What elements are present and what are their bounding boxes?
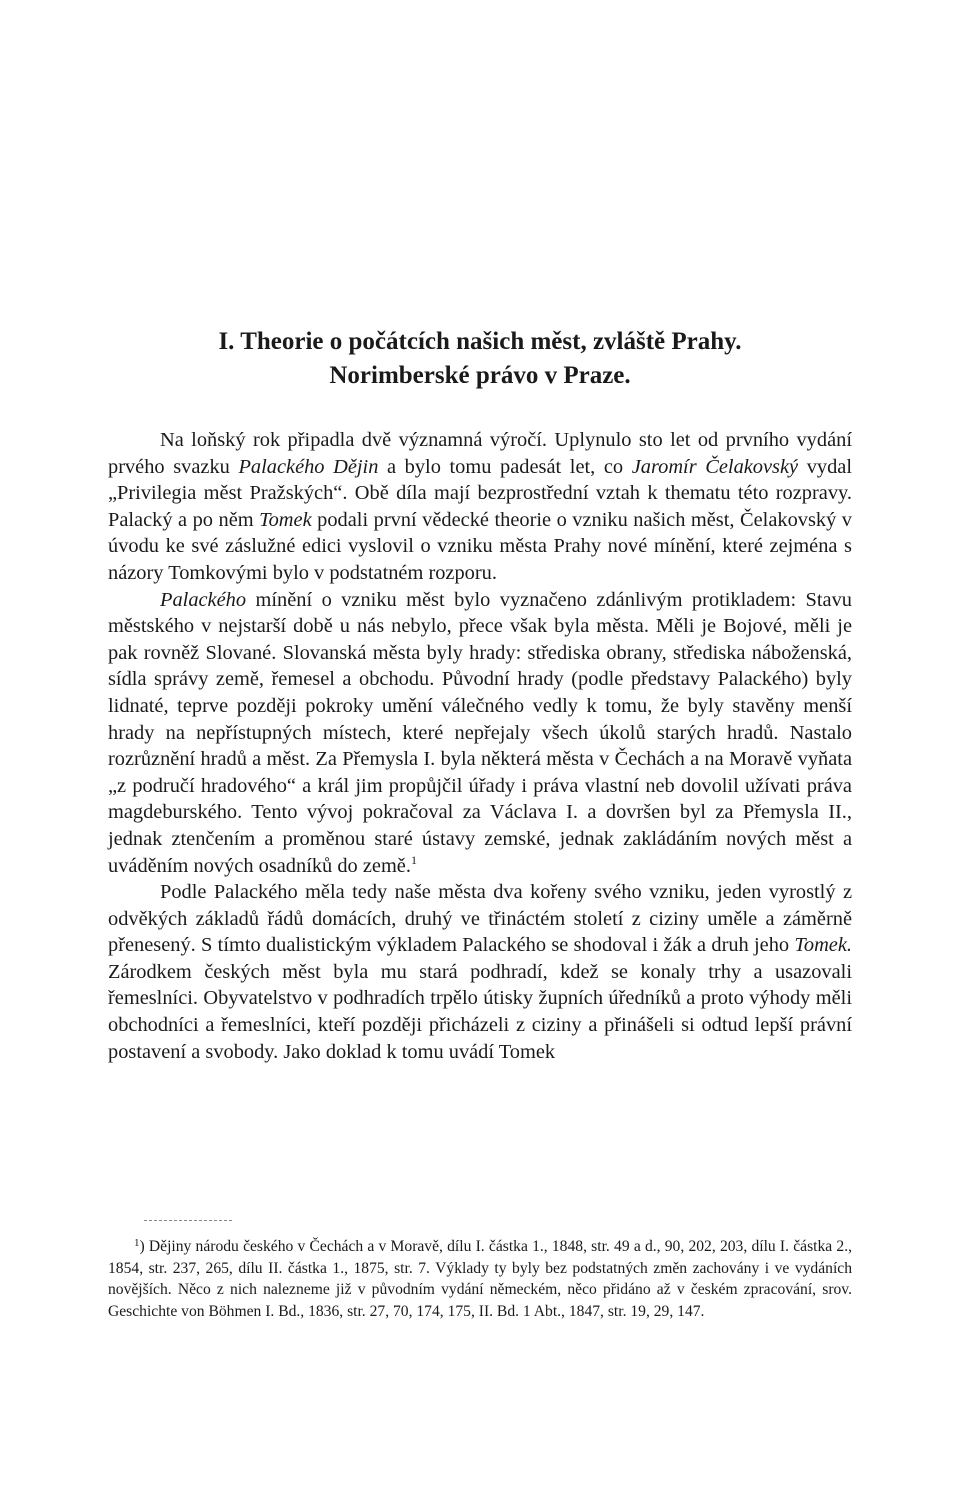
footnote-divider (144, 1220, 232, 1221)
chapter-title-line-2: Norimberské právo v Praze. (329, 362, 631, 389)
chapter-title-line-1: I. Theorie o počátcích našich měst, zvláště Prahy. (218, 328, 742, 355)
text-run: vydal „Privilegia měst Pražských“. Obě díla mají bezprostřední vztah k thematu této rozpravy. Palacký a po něm (108, 455, 852, 531)
chapter-heading (108, 325, 852, 393)
footnote-1 (108, 1236, 852, 1322)
text-run: Podle Palackého měla tedy naše města dva kořeny svého vzniku, jeden vyrostlý z odvěkých základů řádů domácích, druhý ve třináctém století z ciziny uměle a záměrně přenesený. S tímto dualistickým výkladem Palackého se shodoval i žák a druh jeho (108, 881, 852, 957)
italic-name: Palackého (160, 588, 247, 611)
footnotes (108, 1236, 852, 1322)
italic-reference: Palackého Dějin (238, 455, 379, 478)
text-run: mínění o vzniku měst bylo vyznačeno zdánlivým protikladem: Stavu městského v nejstarší době u nás nebylo, přece však byla města. Měli je Bojové, měli je pak rovněž Slované. Slovanská města byly hrady: střediska obrany, střediska náboženská, sídla správy země, řemesel a obchodu. Původní hrady (podle představy Palackého) byly lidnaté, teprve později pokroky umění válečného vedly k tomu, že byly stavěny menší hrady na nepřístupných místech, které nepřejaly všech úkolů starých hradů. Nastalo rozrůznění hradů a měst. Za Přemysla I. byla některá města v Čechách a na Moravě vyňata „z područí hradového“ a král jim propůjčil úřady i práva vlastní neb dovolil užívati práva magdeburského. Tento vývoj pokračoval za Václava I. a dovršen byl za Přemysla II., jednak ztenčením a proměnou staré ústavy zemské, jednak zakládáním nových měst a uváděním nových osadníků do země. (108, 588, 852, 877)
paragraph-1 (108, 427, 852, 587)
text-run: a bylo tomu padesát let, co (378, 455, 632, 478)
italic-name: Jaromír Čelakovský (631, 455, 799, 478)
text-run: podali první vědecké theorie o vzniku našich měst, Čelakovský v úvodu ke své záslužné edici vyslovil o vzniku města Prahy nové mínění, které zejména s názory Tomkovými bylo v podstatném rozporu. (108, 508, 852, 584)
footnote-marker: 1 (134, 1237, 140, 1249)
body-text (108, 427, 852, 1065)
italic-name: Tomek. (794, 934, 852, 957)
footnote-text: ) Dějiny národu českého v Čechách a v Moravě, dílu I. částka 1., 1848, str. 49 a d., 90, 202, 203, dílu I. částka 2., 1854, str. 237, 265, dílu II. částka 1., 1875, str. 7. Výklady ty byly bez podstatných změn zachovány i ve vydáních novějších. Něco z nich nalezneme již v původním vydání německém, něco přidáno až v českém zpracování, srov. Geschichte von Böhmen I. Bd., 1836, str. 27, 70, 174, 175, II. Bd. 1 Abt., 1847, str. 19, 29, 147. (108, 1238, 852, 1320)
footnote-reference: 1 (410, 852, 417, 867)
text-run: Na loňský rok připadla dvě významná výročí. Uplynulo sto let od prvního vydání prvého svazku (108, 429, 852, 478)
italic-name: Tomek (259, 508, 312, 531)
paragraph-2 (108, 587, 852, 880)
text-run: Zárodkem českých měst byla mu stará podhradí, kdež se konaly trhy a usazovali řemeslníci. Obyvatelstvo v podhradích trpělo útisky župních úředníků a proto výhody měli obchodníci a řemeslníci, kteří později přicházeli z ciziny a přinášeli si odtud lepší právní postavení a svobody. Jako doklad k tomu uvádí Tomek (108, 960, 852, 1063)
paragraph-3 (108, 879, 852, 1065)
